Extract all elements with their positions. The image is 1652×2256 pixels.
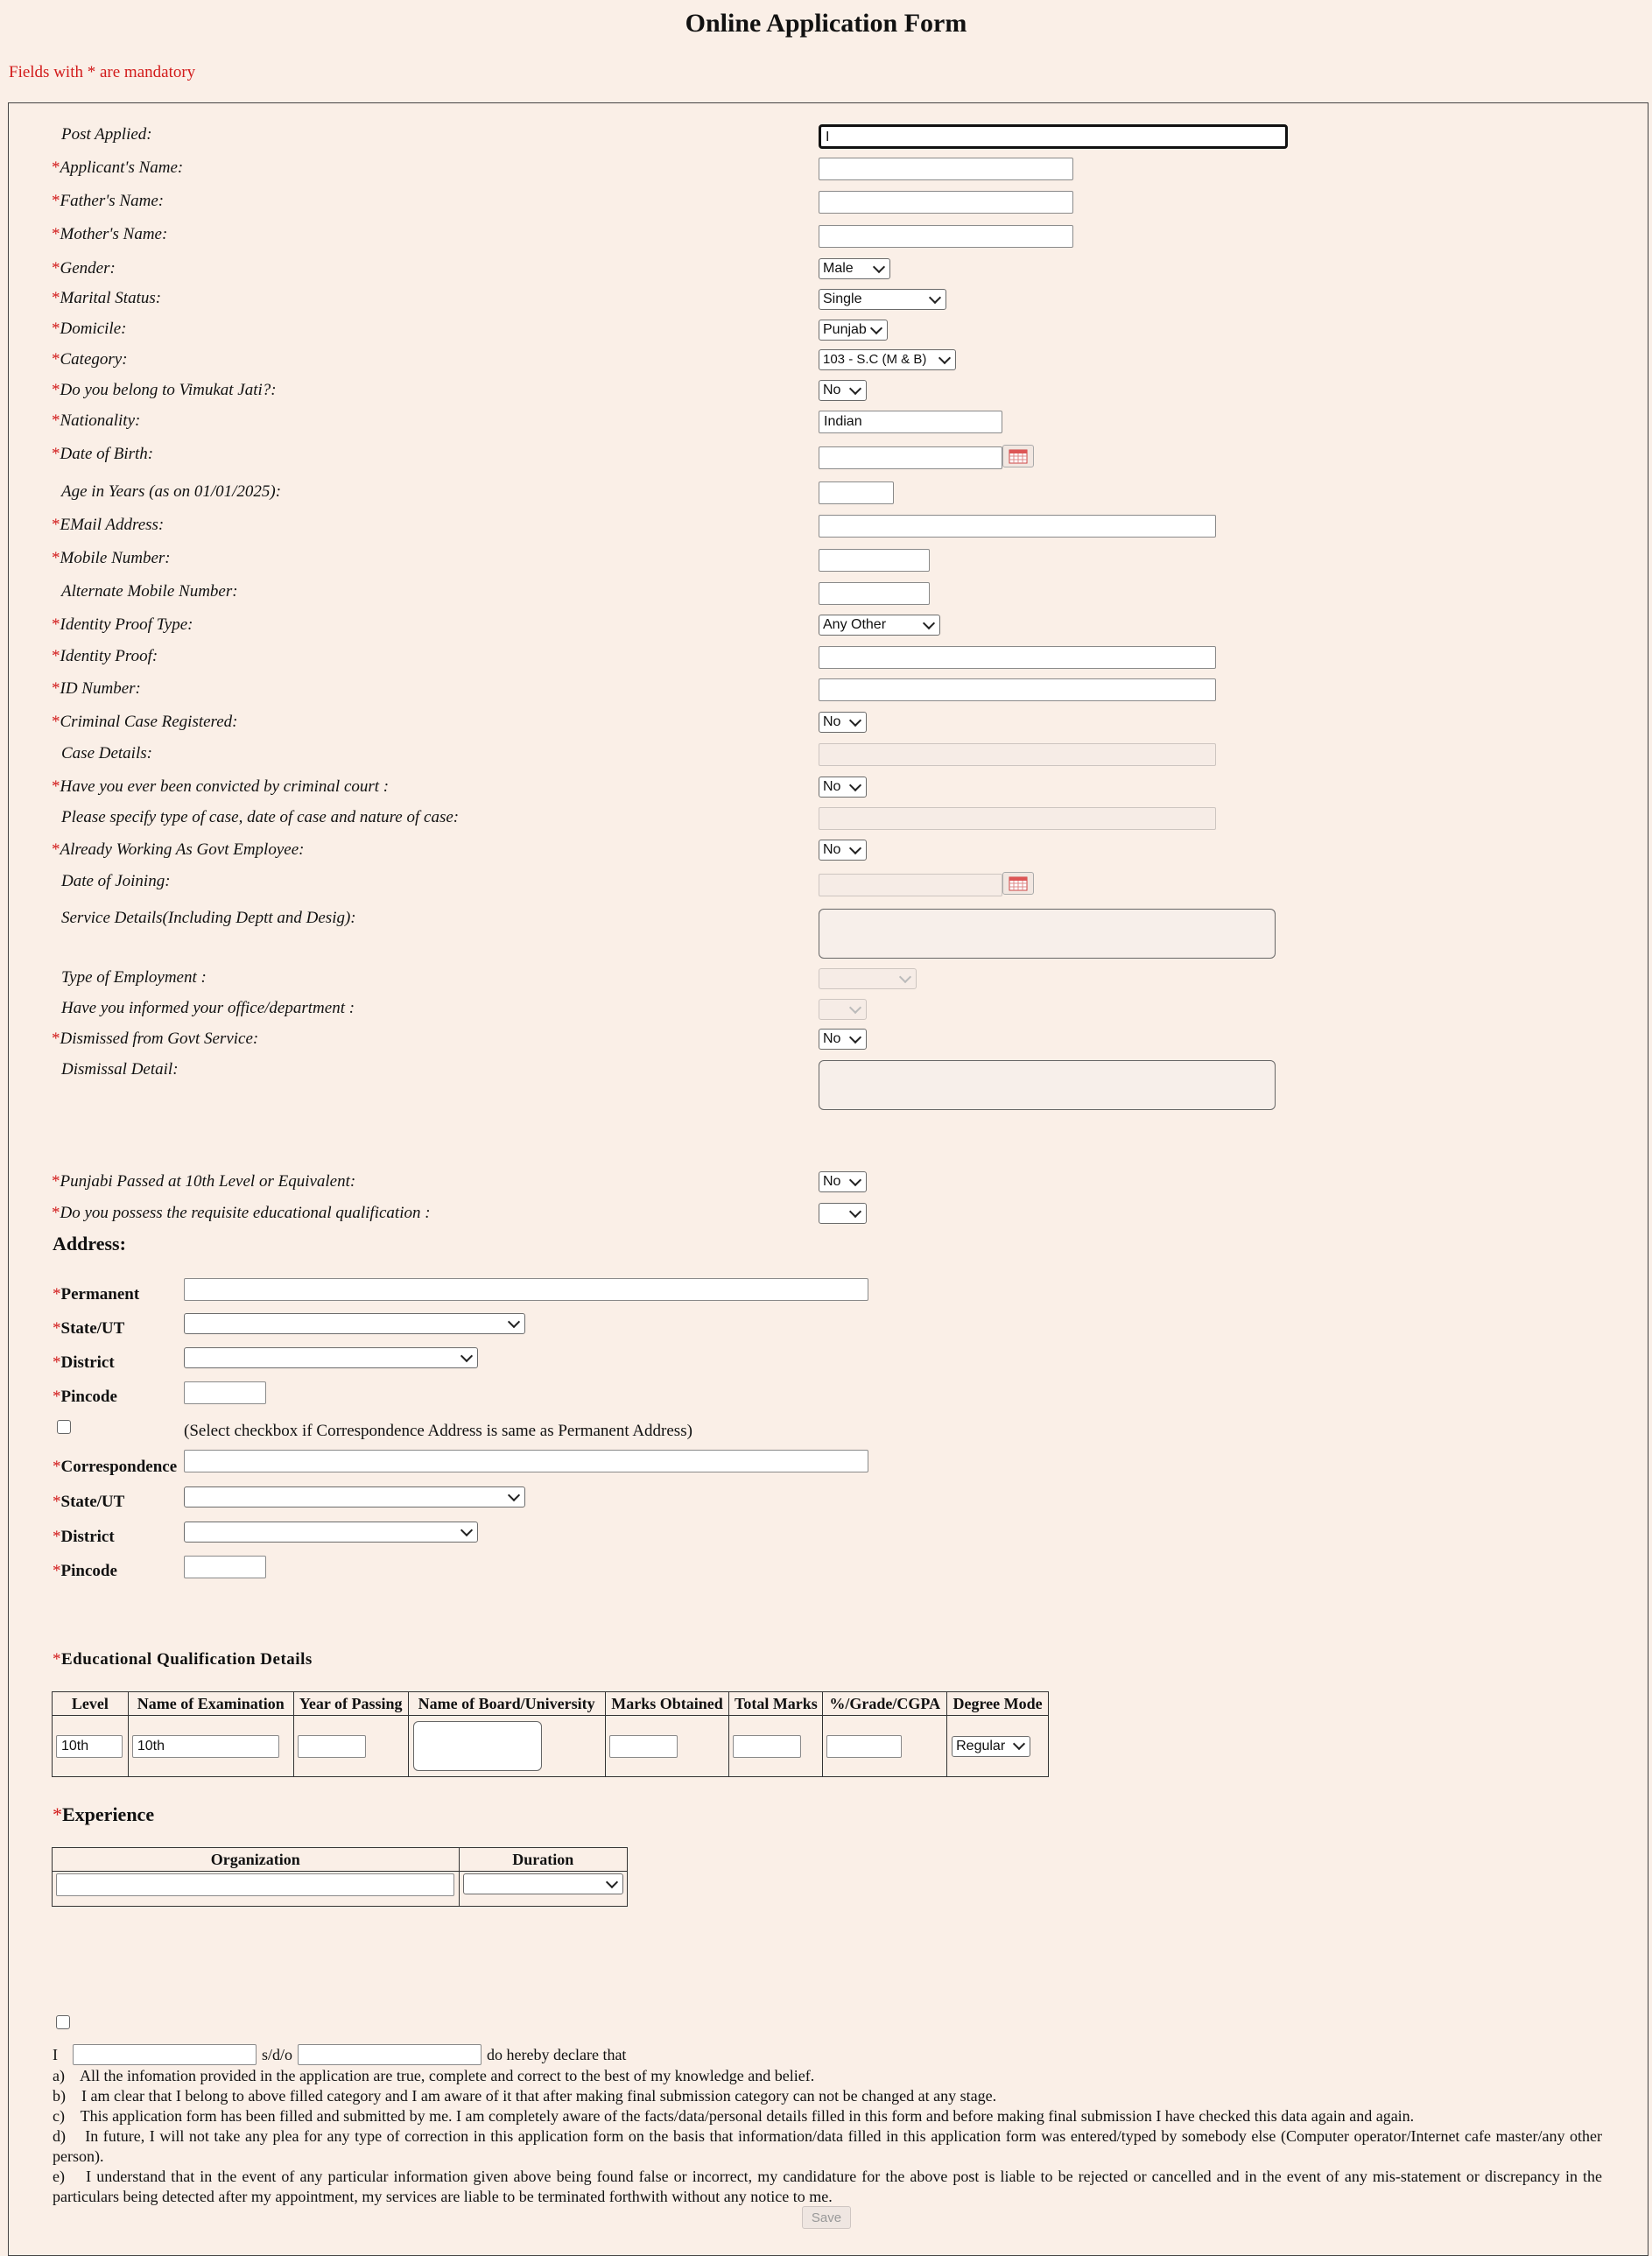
declaration-item: c) This application form has been filled and submitted by me. I am completely aware of the facts/data/personal details filled in this form and before making final submission I have checked this data again and again. <box>53 2107 1415 2125</box>
district-label-2: *District <box>53 1528 115 1546</box>
dismissed-label: *Dismissed from Govt Service: <box>52 1030 259 1048</box>
email-label: *EMail Address: <box>52 516 165 534</box>
col-mode: Degree Mode <box>947 1692 1049 1716</box>
experience-table <box>52 1847 628 1907</box>
correspondence-district-select[interactable] <box>184 1522 478 1543</box>
case-type-input[interactable] <box>819 807 1216 830</box>
state-label-2: *State/UT <box>53 1493 125 1511</box>
chevron-down-icon <box>460 1523 473 1536</box>
id-number-input[interactable] <box>819 678 1216 701</box>
dismissal-detail-textarea[interactable] <box>819 1060 1276 1110</box>
alt-mobile-input[interactable] <box>819 582 930 605</box>
category-label: *Category: <box>52 350 128 369</box>
chevron-down-icon <box>508 1315 520 1327</box>
doj-calendar-button[interactable] <box>1002 872 1034 895</box>
district-label: *District <box>53 1353 115 1372</box>
education-heading: *Educational Qualification Details <box>53 1650 313 1669</box>
nationality-label: *Nationality: <box>52 411 141 430</box>
declaration-checkbox[interactable] <box>56 2015 70 2029</box>
id-proof-label: *Identity Proof: <box>52 647 158 665</box>
age-input[interactable] <box>819 481 894 504</box>
criminal-case-select[interactable]: No <box>819 712 867 733</box>
dob-calendar-button[interactable] <box>1002 445 1034 467</box>
year-input[interactable] <box>298 1735 366 1758</box>
gender-select[interactable]: Male <box>819 258 890 279</box>
declaration-item: a) All the infomation provided in the application are true, complete and correct to the best of my knowledge and belief. <box>53 2067 815 2084</box>
col-marks: Marks Obtained <box>605 1692 729 1716</box>
education-table <box>52 1691 1049 1777</box>
vimukat-jati-select[interactable]: No <box>819 380 867 401</box>
employment-type-select[interactable] <box>819 968 917 989</box>
exam-input[interactable]: 10th <box>132 1735 279 1758</box>
mobile-input[interactable] <box>819 549 930 572</box>
calendar-icon <box>1009 875 1028 891</box>
declaration-prefix: I <box>53 2045 58 2063</box>
id-proof-type-select[interactable]: Any Other <box>819 615 940 636</box>
chevron-down-icon <box>849 1030 861 1043</box>
dismissal-detail-label: Dismissal Detail: <box>61 1060 179 1079</box>
chevron-down-icon <box>923 616 935 629</box>
grade-input[interactable] <box>826 1735 902 1758</box>
same-address-note: (Select checkbox if Correspondence Address is same as Permanent Address) <box>184 1422 692 1440</box>
board-textarea[interactable] <box>413 1721 542 1771</box>
chevron-down-icon <box>849 1173 861 1185</box>
page-title: Online Application Form <box>685 9 967 38</box>
domicile-label: *Domicile: <box>52 320 127 338</box>
col-board: Name of Board/University <box>408 1692 605 1716</box>
date-of-joining-input[interactable] <box>819 874 1002 896</box>
punjabi-passed-select[interactable]: No <box>819 1171 867 1192</box>
parent-name-input[interactable] <box>298 2044 482 2065</box>
vimukat-jati-label: *Do you belong to Vimukat Jati?: <box>52 381 277 399</box>
sdo-label: s/d/o <box>262 2045 293 2063</box>
correspondence-address-input[interactable] <box>184 1450 868 1472</box>
marital-status-select[interactable]: Single <box>819 289 946 310</box>
father-name-label: *Father's Name: <box>52 192 165 210</box>
chevron-down-icon <box>849 382 861 394</box>
post-applied-label: Post Applied: <box>61 125 152 144</box>
col-grade: %/Grade/CGPA <box>823 1692 947 1716</box>
chevron-down-icon <box>1013 1738 1025 1750</box>
level-input[interactable]: 10th <box>56 1735 123 1758</box>
col-year: Year of Passing <box>293 1692 408 1716</box>
col-exam: Name of Examination <box>128 1692 293 1716</box>
applicant-name-input[interactable] <box>819 158 1073 180</box>
duration-select[interactable] <box>463 1873 623 1894</box>
edu-qualification-label: *Do you possess the requisite educational qualification : <box>52 1204 431 1222</box>
case-details-input[interactable] <box>819 743 1216 766</box>
mandatory-note: Fields with * are mandatory <box>9 63 196 81</box>
address-heading: Address: <box>53 1233 126 1255</box>
chevron-down-icon <box>605 1875 617 1887</box>
chevron-down-icon <box>873 260 885 272</box>
email-input[interactable] <box>819 515 1216 538</box>
col-level: Level <box>53 1692 129 1716</box>
govt-employee-label: *Already Working As Govt Employee: <box>52 840 305 859</box>
dob-input[interactable] <box>819 446 1002 469</box>
chevron-down-icon <box>849 1205 861 1217</box>
pincode-label-2: *Pincode <box>53 1562 117 1580</box>
chevron-down-icon <box>849 713 861 726</box>
employment-type-label: Type of Employment : <box>61 968 207 987</box>
dob-label: *Date of Birth: <box>52 445 154 463</box>
informed-office-select[interactable] <box>819 999 867 1020</box>
chevron-down-icon <box>899 970 911 982</box>
criminal-case-label: *Criminal Case Registered: <box>52 713 238 731</box>
correspondence-state-select[interactable] <box>184 1486 525 1508</box>
experience-heading: *Experience <box>53 1803 155 1825</box>
table-row <box>53 1872 628 1907</box>
chevron-down-icon <box>460 1349 473 1361</box>
id-number-label: *ID Number: <box>52 679 141 698</box>
calendar-icon <box>1009 448 1028 464</box>
correspondence-pincode-input[interactable] <box>184 1556 266 1578</box>
col-duration: Duration <box>459 1848 628 1872</box>
permanent-pincode-input[interactable] <box>184 1381 266 1404</box>
permanent-address-input[interactable] <box>184 1278 868 1301</box>
applicant-name-label: *Applicant's Name: <box>52 158 184 177</box>
mobile-label: *Mobile Number: <box>52 549 171 567</box>
category-select[interactable]: 103 - S.C (M & B) <box>819 349 956 370</box>
permanent-state-select[interactable] <box>184 1313 525 1334</box>
age-label: Age in Years (as on 01/01/2025): <box>61 482 282 501</box>
permanent-district-select[interactable] <box>184 1347 478 1368</box>
convicted-select[interactable]: No <box>819 777 867 798</box>
case-details-label: Case Details: <box>61 744 152 763</box>
case-type-label: Please specify type of case, date of case and nature of case: <box>61 808 460 826</box>
same-address-checkbox[interactable] <box>57 1420 71 1434</box>
declaration-item: d) In future, I will not take any plea for any type of correction in this application form on the basis that information/data filled in this application form was entered/typed by somebody else (Computer operator/Internet cafe master/any other person). <box>53 2127 1606 2165</box>
declaration-line <box>53 2044 626 2065</box>
degree-mode-select[interactable]: Regular <box>952 1736 1030 1757</box>
state-label: *State/UT <box>53 1319 125 1338</box>
organization-input[interactable] <box>56 1873 454 1896</box>
informed-office-label: Have you informed your office/department : <box>61 999 355 1017</box>
domicile-select[interactable]: Punjab <box>819 320 888 341</box>
declaration-item: e) I understand that in the event of any particular information given above being found false or incorrect, my candidature for the above post is liable to be rejected or cancelled and in the event of any mis-statement or discrepancy in the particulars being detected after my appointment, my services are liable to be terminated forthwith without any notice to me. <box>53 2168 1606 2205</box>
post-applied-input[interactable]: I <box>819 124 1288 149</box>
declarant-name-input[interactable] <box>73 2044 257 2065</box>
chevron-down-icon <box>849 841 861 854</box>
convicted-label: *Have you ever been convicted by criminal court : <box>52 777 390 796</box>
marital-status-label: *Marital Status: <box>52 289 162 307</box>
mother-name-input[interactable] <box>819 225 1073 248</box>
edu-qualification-select[interactable] <box>819 1203 867 1224</box>
service-details-label: Service Details(Including Deptt and Desig): <box>61 909 356 927</box>
service-details-textarea[interactable] <box>819 909 1276 959</box>
save-button[interactable]: Save <box>802 2206 851 2229</box>
chevron-down-icon <box>938 351 951 363</box>
gender-label: *Gender: <box>52 259 116 278</box>
declaration-item: b) I am clear that I belong to above filled category and I am aware of it that after making final submission category can not be changed at any stage. <box>53 2087 997 2105</box>
id-proof-type-label: *Identity Proof Type: <box>52 615 193 634</box>
col-total: Total Marks <box>729 1692 823 1716</box>
dismissed-select[interactable]: No <box>819 1029 867 1050</box>
chevron-down-icon <box>870 321 882 334</box>
chevron-down-icon <box>849 1001 861 1013</box>
chevron-down-icon <box>929 291 941 303</box>
father-name-input[interactable] <box>819 191 1073 214</box>
chevron-down-icon <box>508 1488 520 1500</box>
marks-input[interactable] <box>609 1735 678 1758</box>
govt-employee-select[interactable]: No <box>819 840 867 861</box>
date-of-joining-label: Date of Joining: <box>61 872 171 890</box>
table-row <box>53 1716 1049 1777</box>
mother-name-label: *Mother's Name: <box>52 225 168 243</box>
correspondence-label: *Correspondence <box>53 1458 178 1476</box>
chevron-down-icon <box>849 778 861 791</box>
alt-mobile-label: Alternate Mobile Number: <box>61 582 238 601</box>
total-input[interactable] <box>733 1735 801 1758</box>
nationality-input[interactable]: Indian <box>819 411 1002 433</box>
permanent-label: *Permanent <box>53 1285 140 1304</box>
col-organization: Organization <box>53 1848 460 1872</box>
id-proof-input[interactable] <box>819 646 1216 669</box>
punjabi-passed-label: *Punjabi Passed at 10th Level or Equivalent: <box>52 1172 356 1191</box>
declaration-suffix: do hereby declare that <box>487 2045 627 2063</box>
pincode-label: *Pincode <box>53 1388 117 1406</box>
